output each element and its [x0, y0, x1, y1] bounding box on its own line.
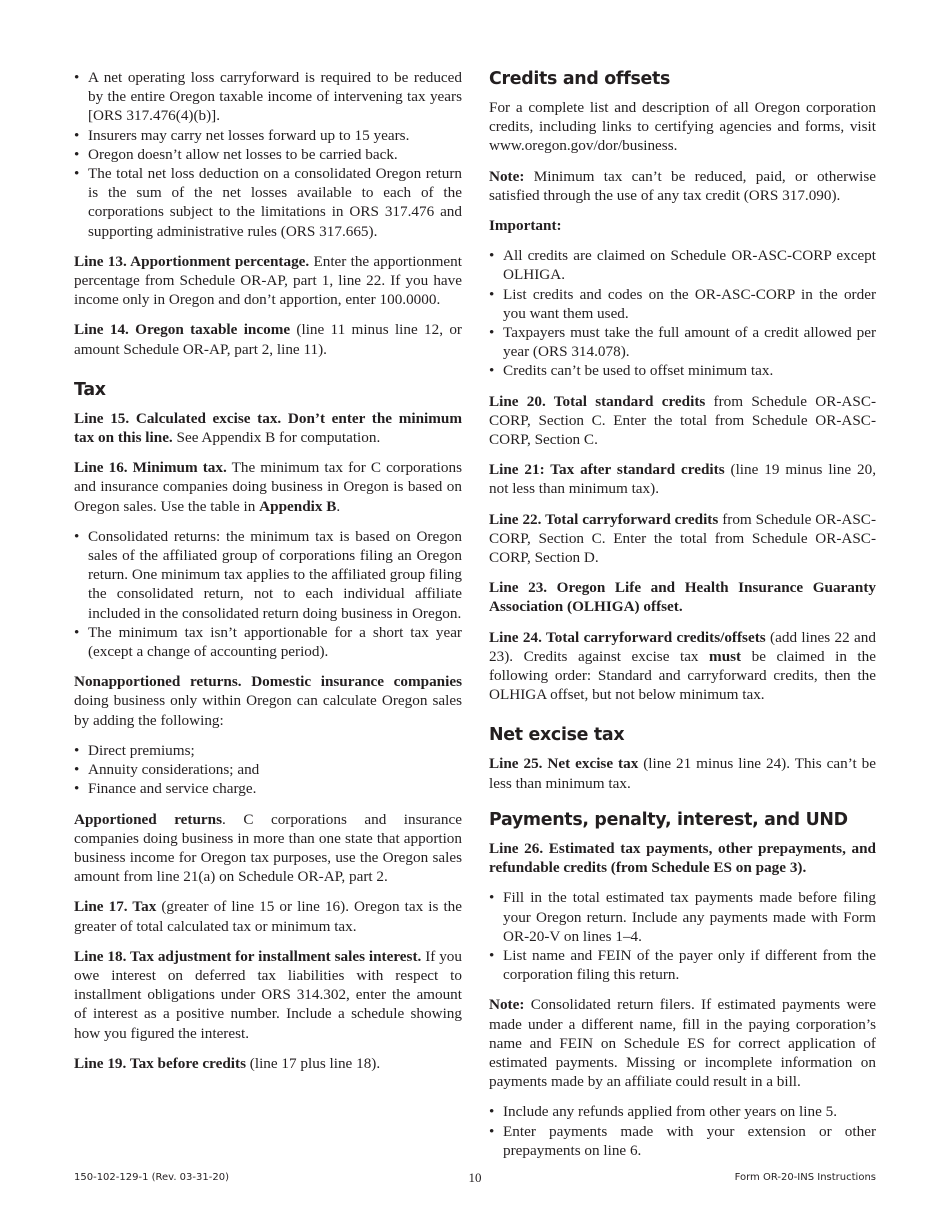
- line20-paragraph: [489, 392, 876, 450]
- payments-heading: Payments, penalty, interest, and UND: [489, 809, 848, 830]
- line21-label: Line 21: Tax after standard credits: [489, 461, 725, 479]
- appendix-b-ref: Appendix B: [259, 497, 337, 515]
- line13-text: Enter the apportionment percentage from Schedule OR-AP, part 1, line 22. If you have income only in Oregon and don’t apportion, enter 100.0000.: [74, 252, 462, 309]
- apportioned-text: . C corporations and insurance companies doing business in more than one state that apportion business income for Oregon tax purposes, use the Oregon sales amount from line 21(a) on Schedule OR-AP, part 2.: [74, 810, 462, 886]
- apportioned-paragraph: [74, 810, 462, 887]
- line19-text: (line 17 plus line 18).: [246, 1054, 381, 1072]
- line24-must: must: [709, 647, 742, 665]
- line13-label: Line 13. Apportionment percentage.: [74, 252, 310, 270]
- line22-paragraph: [489, 510, 876, 568]
- credits-heading: Credits and offsets: [489, 69, 671, 89]
- min-tax-bullet-list: [74, 527, 462, 661]
- list-item: • List credits and codes on the OR-ASC-CORP in the order you want them used.: [489, 285, 876, 323]
- list-item: • Finance and service charge.: [74, 779, 462, 798]
- list-item: • Insurers may carry net losses forward up to 15 years.: [74, 126, 462, 145]
- important-bullet-list: [489, 246, 876, 380]
- line26-bullet-list: [489, 888, 876, 984]
- nonapportioned-text: doing business only within Oregon can calculate Oregon sales by adding the following:: [74, 692, 462, 729]
- list-item: • Taxpayers must take the full amount of a credit allowed per year (ORS 314.078).: [489, 323, 876, 361]
- line26-paragraph: [489, 839, 876, 877]
- list-item: • All credits are claimed on Schedule OR-ASC-CORP except OLHIGA.: [489, 246, 876, 284]
- list-item: • Include any refunds applied from other years on line 5.: [489, 1102, 876, 1121]
- list-item: • The total net loss deduction on a consolidated Oregon return is the sum of the net losses available to each of the corporations subject to the limitations in ORS 317.476 and supporting administrative rules (ORS 317.665).: [74, 164, 462, 241]
- line15-label: Line 15. Calculated excise tax. Don’t enter the minimum tax on this line.: [74, 409, 462, 447]
- line26-label: Line 26. Estimated tax payments, other prepayments, and refundable credits (from Schedule ES on page 3).: [489, 839, 876, 877]
- line24-text-b: be claimed in the following order: Standard and carryforward credits, then the OLHIGA offset, but not below minimum tax.: [489, 647, 876, 704]
- list-item: • Fill in the total estimated tax payments made before filing your Oregon return. Include any payments made with Form OR-20-V on lines 1–4.: [489, 888, 876, 946]
- line14-text: (line 11 minus line 12, or amount Schedule OR-AP, part 2, line 11).: [74, 321, 462, 358]
- line20-text: from Schedule OR-ASC-CORP, Section C. Enter the total from Schedule OR-ASC-CORP, Section C.: [489, 392, 877, 449]
- list-item: • The minimum tax isn’t apportionable for a short tax year (except a change of accounting period).: [74, 623, 462, 661]
- line22-text: from Schedule OR-ASC-CORP, Section C. Enter the total from Schedule OR-ASC-CORP, Section D.: [489, 510, 876, 567]
- footer-page-number: 10: [468, 1170, 482, 1185]
- list-item: • Oregon doesn’t allow net losses to be carried back.: [74, 145, 462, 164]
- line21-text: (line 19 minus line 20, not less than minimum tax).: [489, 461, 876, 498]
- footer-form-number: 150-102-129-1 (Rev. 03-31-20): [74, 1172, 229, 1183]
- line24-text-a: (add lines 22 and 23). Credits against excise tax: [489, 628, 876, 665]
- line18-text: If you owe interest on deferred tax liabilities with respect to installment obligations under ORS 314.302, enter the amount of interest as a positive number. Include a schedule showing how you figured the interest.: [74, 947, 462, 1042]
- note2-label: Note:: [489, 996, 525, 1014]
- line24-label: Line 24. Total carryforward credits/offsets: [489, 628, 766, 646]
- list-item: • Direct premiums;: [74, 741, 462, 760]
- line13-paragraph: [74, 252, 462, 310]
- note1-paragraph: [489, 167, 876, 205]
- line14-label: Line 14. Oregon taxable income: [74, 321, 291, 339]
- line22-label: Line 22. Total carryforward credits: [489, 510, 719, 528]
- right-column: [489, 68, 876, 1171]
- line16-text: The minimum tax for C corporations and insurance companies doing business in Oregon is based on Oregon sales. Use the table in: [74, 459, 462, 515]
- list-item: • Consolidated returns: the minimum tax is based on Oregon sales of the affiliated group of corporations filing an Oregon return. One minimum tax applies to the affiliated group filing the consolidated return, not to each individual affiliate included in the consolidated return doing business in Oregon.: [74, 527, 462, 623]
- line16-label: Line 16. Minimum tax.: [74, 459, 227, 477]
- line17-label: Line 17. Tax: [74, 898, 157, 916]
- note1-label: Note:: [489, 167, 525, 185]
- line20-label: Line 20. Total standard credits: [489, 392, 706, 410]
- list-item: • Annuity considerations; and: [74, 760, 462, 779]
- line16-paragraph: [74, 458, 462, 516]
- note2-paragraph: [489, 995, 876, 1091]
- line15-text: See Appendix B for computation.: [172, 429, 381, 447]
- line17-text: (greater of line 15 or line 16). Oregon tax is the greater of total calculated tax or minimum tax.: [74, 898, 463, 935]
- line17-paragraph: [74, 897, 462, 935]
- nol-bullet-list: [74, 68, 462, 241]
- line23-paragraph: [489, 578, 876, 616]
- list-item: • Credits can’t be used to offset minimum tax.: [489, 361, 876, 380]
- line25-label: Line 25. Net excise tax: [489, 755, 639, 773]
- important-label: Important:: [489, 217, 562, 235]
- line23-label: Line 23. Oregon Life and Health Insurance Guaranty Association (OLHIGA) offset.: [489, 579, 876, 616]
- footer-form-title: Form OR-20-INS Instructions: [734, 1172, 876, 1183]
- line24-paragraph: [489, 628, 876, 705]
- list-item: • Enter payments made with your extension or other prepayments on line 6.: [489, 1122, 876, 1160]
- list-item: • List name and FEIN of the payer only if different from the corporation filing this return.: [489, 946, 876, 984]
- nonapportioned-bullet-list: [74, 741, 462, 799]
- line15-paragraph: [74, 409, 462, 447]
- line25-text: (line 21 minus line 24). This can’t be less than minimum tax.: [489, 755, 877, 792]
- line16-period: .: [336, 497, 341, 515]
- nonapportioned-paragraph: [74, 672, 462, 730]
- final-bullet-list: [489, 1102, 876, 1160]
- line19-paragraph: [74, 1054, 462, 1073]
- left-column: [74, 68, 462, 1084]
- tax-heading: Tax: [74, 379, 106, 400]
- net-excise-heading: Net excise tax: [489, 725, 625, 746]
- apportioned-label: Apportioned returns: [74, 810, 223, 828]
- nonapportioned-label: Nonapportioned returns. Domestic insurance companies: [74, 673, 462, 691]
- note1-text: Minimum tax can’t be reduced, paid, or otherwise satisfied through the use of any tax credit (ORS 317.090).: [489, 167, 876, 204]
- line14-paragraph: [74, 320, 462, 358]
- list-item: • A net operating loss carryforward is required to be reduced by the entire Oregon taxable income of intervening tax years [ORS 317.476(4)(b)].: [74, 68, 462, 126]
- line18-label: Line 18. Tax adjustment for installment sales interest.: [74, 947, 422, 965]
- line25-paragraph: [489, 754, 876, 792]
- line19-label: Line 19. Tax before credits: [74, 1054, 246, 1072]
- note2-text: Consolidated return filers. If estimated payments were made under a different name, fill in the paying corporation’s name and FEIN on Schedule ES for correct application of estimated payments. Missing or incomplete information on payments made by an affiliate could result in a bill.: [489, 996, 876, 1091]
- credits-intro-paragraph: For a complete list and description of all Oregon corporation credits, including links to certifying agencies and forms, visit www.oregon.gov/dor/business.: [489, 99, 876, 155]
- line18-paragraph: [74, 947, 462, 1043]
- line21-paragraph: [489, 460, 876, 498]
- important-paragraph: [489, 216, 876, 235]
